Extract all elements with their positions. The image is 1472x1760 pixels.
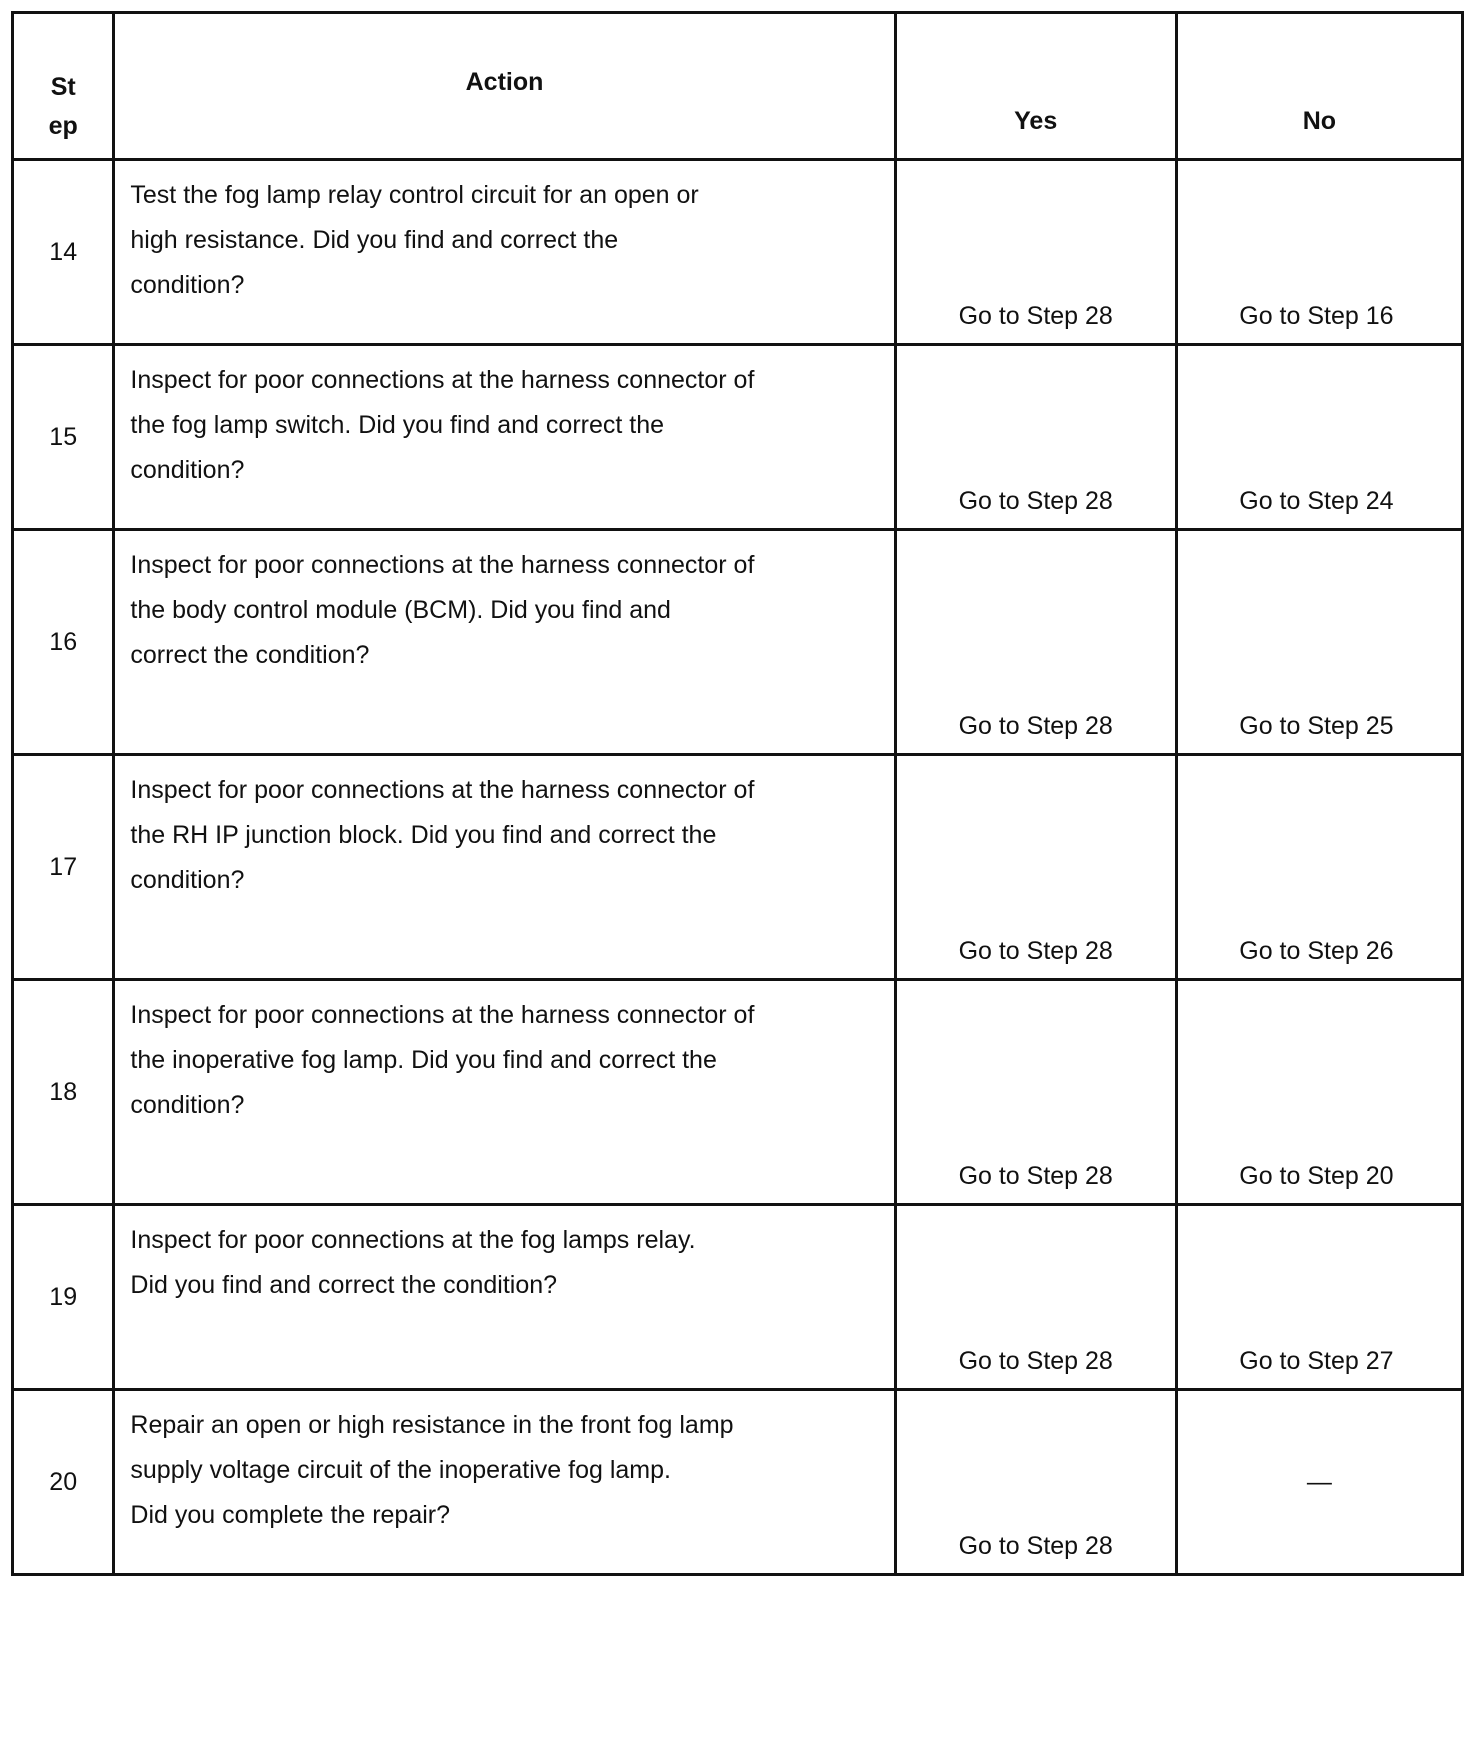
table-header-row <box>13 13 1463 160</box>
header-yes <box>895 13 1176 160</box>
no-cell <box>1176 345 1462 530</box>
no-result: Go to Step 24 <box>1239 487 1394 515</box>
yes-result: Go to Step 28 <box>958 712 1113 740</box>
table-row <box>13 980 1463 1205</box>
header-action-label: Action <box>465 68 544 96</box>
step-number: 17 <box>13 755 114 980</box>
yes-result: Go to Step 28 <box>958 1162 1113 1190</box>
yes-cell <box>895 1390 1176 1575</box>
no-result: Go to Step 20 <box>1239 1162 1394 1190</box>
yes-cell <box>895 755 1176 980</box>
yes-cell <box>895 160 1176 345</box>
action-line: Did you complete the repair? <box>130 1501 451 1529</box>
no-result: Go to Step 25 <box>1239 712 1394 740</box>
action-line: condition? <box>130 1091 245 1119</box>
action-cell <box>114 345 895 530</box>
action-cell <box>114 530 895 755</box>
yes-cell <box>895 1205 1176 1390</box>
yes-cell <box>895 980 1176 1205</box>
no-cell <box>1176 1390 1462 1575</box>
action-line: condition? <box>130 271 245 299</box>
step-number: 18 <box>13 980 114 1205</box>
step-number: 16 <box>13 530 114 755</box>
table-row <box>13 1205 1463 1390</box>
header-no <box>1176 13 1462 160</box>
action-line: the body control module (BCM). Did you find and <box>130 596 671 624</box>
no-result: Go to Step 16 <box>1239 302 1394 330</box>
no-result: Go to Step 26 <box>1239 937 1394 965</box>
table-row <box>13 530 1463 755</box>
header-step-line-2: ep <box>48 112 78 140</box>
action-cell <box>114 1205 895 1390</box>
action-line: the RH IP junction block. Did you find and correct the <box>130 821 717 849</box>
action-cell <box>114 980 895 1205</box>
step-number: 19 <box>13 1205 114 1390</box>
action-line: the fog lamp switch. Did you find and correct the <box>130 411 665 439</box>
action-line: condition? <box>130 456 245 484</box>
action-line: Repair an open or high resistance in the front fog lamp <box>130 1411 734 1439</box>
action-cell <box>114 755 895 980</box>
table-row <box>13 160 1463 345</box>
action-line: Test the fog lamp relay control circuit for an open or <box>130 181 699 209</box>
no-cell <box>1176 530 1462 755</box>
no-cell <box>1176 755 1462 980</box>
action-line: Inspect for poor connections at the fog lamps relay. <box>130 1226 696 1254</box>
action-line: Did you find and correct the condition? <box>130 1271 558 1299</box>
action-line: high resistance. Did you find and correct the <box>130 226 619 254</box>
step-number: 20 <box>13 1390 114 1575</box>
yes-result: Go to Step 28 <box>958 302 1113 330</box>
yes-cell <box>895 530 1176 755</box>
action-cell <box>114 160 895 345</box>
header-yes-label: Yes <box>1014 107 1058 135</box>
action-line: Inspect for poor connections at the harness connector of <box>130 366 755 394</box>
action-line: Inspect for poor connections at the harness connector of <box>130 551 755 579</box>
header-step-line-1: St <box>50 73 76 101</box>
step-number: 15 <box>13 345 114 530</box>
no-result-dash: — <box>1306 1467 1332 1496</box>
diagnostic-table <box>11 11 1464 1576</box>
action-line: condition? <box>130 866 245 894</box>
header-step <box>13 13 114 160</box>
action-line: the inoperative fog lamp. Did you find and correct the <box>130 1046 717 1074</box>
yes-result: Go to Step 28 <box>958 937 1113 965</box>
table-row <box>13 1390 1463 1575</box>
header-action <box>114 13 895 160</box>
table-row <box>13 345 1463 530</box>
header-no-label: No <box>1302 107 1337 135</box>
no-result: Go to Step 27 <box>1239 1347 1394 1375</box>
action-line: correct the condition? <box>130 641 370 669</box>
no-cell <box>1176 160 1462 345</box>
no-cell <box>1176 1205 1462 1390</box>
no-cell <box>1176 980 1462 1205</box>
yes-result: Go to Step 28 <box>958 487 1113 515</box>
action-line: Inspect for poor connections at the harness connector of <box>130 776 755 804</box>
yes-cell <box>895 345 1176 530</box>
action-cell <box>114 1390 895 1575</box>
yes-result: Go to Step 28 <box>958 1347 1113 1375</box>
step-number: 14 <box>13 160 114 345</box>
action-line: supply voltage circuit of the inoperative fog lamp. <box>130 1456 671 1484</box>
table-row <box>13 755 1463 980</box>
action-line: Inspect for poor connections at the harness connector of <box>130 1001 755 1029</box>
yes-result: Go to Step 28 <box>958 1532 1113 1560</box>
